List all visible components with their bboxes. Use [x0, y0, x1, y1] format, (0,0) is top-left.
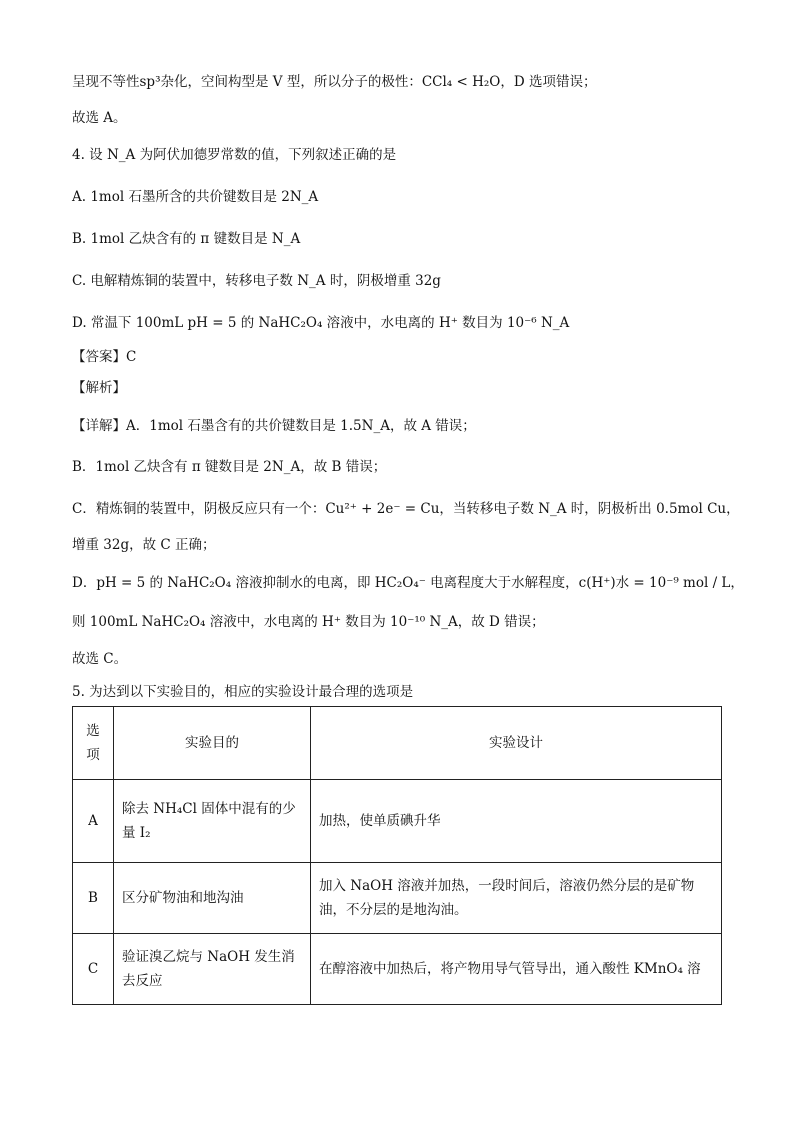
table-header-row [73, 707, 722, 780]
option-4a: A. 1mol 石墨所含的共价键数目是 2N_A [72, 189, 319, 205]
question-5-stem: 5. 为达到以下实验目的，相应的实验设计最合理的选项是 [72, 684, 414, 700]
detail-line: C．精炼铜的装置中，阴极反应只有一个：Cu²⁺ + 2e⁻ = Cu，当转移电子数 N_A 时，阴极析出 0.5mol Cu， [72, 501, 740, 517]
table-header-cell: 实验目的 [114, 707, 311, 780]
option-4b: B. 1mol 乙炔含有的 π 键数目是 N_A [72, 231, 301, 247]
table-cell-option: C [73, 934, 114, 1005]
table-cell-design: 加热，使单质碘升华 [311, 780, 722, 863]
text-line: 故选 A。 [72, 110, 127, 126]
table-row [73, 780, 722, 863]
text-line: 呈现不等性sp³杂化，空间构型是 V 型，所以分子的极性：CCl₄ < H₂O，D 选项错误； [72, 74, 597, 90]
table-cell-purpose: 除去 NH₄Cl 固体中混有的少量 I₂ [114, 780, 311, 863]
option-4d: D. 常温下 100mL pH = 5 的 NaHC₂O₄ 溶液中，水电离的 H⁺ 数目为 10⁻⁶ N_A [72, 315, 570, 331]
detail-line: 故选 C。 [72, 651, 128, 667]
table-cell-purpose: 区分矿物油和地沟油 [114, 863, 311, 934]
option-4c: C. 电解精炼铜的装置中，转移电子数 N_A 时，阴极增重 32g [72, 273, 441, 289]
analysis-label: 【解析】 [72, 380, 126, 396]
detail-line: D．pH = 5 的 NaHC₂O₄ 溶液抑制水的电离，即 HC₂O₄⁻ 电离程度大于水解程度，c(H⁺)水 = 10⁻⁹ mol / L， [72, 575, 744, 591]
detail-line: B．1mol 乙炔含有 π 键数目是 2N_A，故 B 错误； [72, 459, 387, 475]
table-header-cell: 选项 [73, 707, 114, 780]
table-cell-design: 在醇溶液中加热后，将产物用导气管导出，通入酸性 KMnO₄ 溶 [311, 934, 722, 1005]
table-header-cell: 实验设计 [311, 707, 722, 780]
options-table [72, 706, 722, 1005]
table-cell-option: A [73, 780, 114, 863]
detail-line: 【详解】A．1mol 石墨含有的共价键数目是 1.5N_A，故 A 错误； [72, 418, 476, 434]
table-row [73, 934, 722, 1005]
question-4-stem: 4. 设 N_A 为阿伏加德罗常数的值，下列叙述正确的是 [72, 147, 397, 163]
table-cell-purpose: 验证溴乙烷与 NaOH 发生消去反应 [114, 934, 311, 1005]
detail-line: 则 100mL NaHC₂O₄ 溶液中，水电离的 H⁺ 数目为 10⁻¹⁰ N_A，故 D 错误； [72, 614, 545, 630]
table-cell-design: 加入 NaOH 溶液并加热，一段时间后，溶液仍然分层的是矿物油，不分层的是地沟油。 [311, 863, 722, 934]
table-row [73, 863, 722, 934]
table-cell-option: B [73, 863, 114, 934]
detail-line: 增重 32g，故 C 正确； [72, 537, 216, 553]
answer-label: 【答案】C [72, 349, 137, 365]
